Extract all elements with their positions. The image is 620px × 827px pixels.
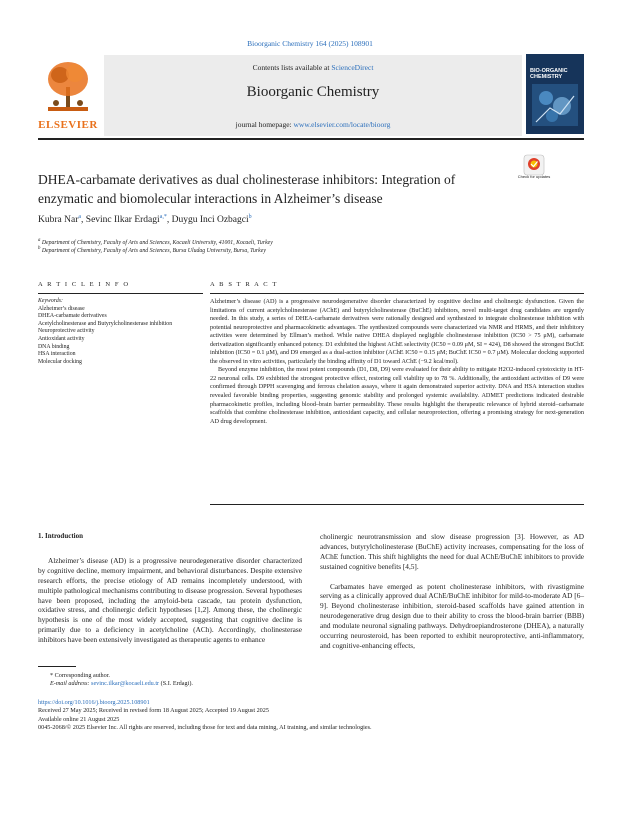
keyword-item: Alzheimer’s disease [38, 305, 85, 312]
author-separator: , [166, 215, 172, 226]
body-column-left [38, 532, 302, 645]
abstract-bottom-rule [210, 504, 584, 505]
homepage-prefix: journal homepage: [235, 120, 294, 129]
journal-cover[interactable] [526, 54, 584, 134]
available-online: Available online 21 August 2025 [38, 715, 120, 723]
check-updates-label: Check for updates [517, 174, 551, 179]
keyword-item: DNA binding [38, 343, 70, 350]
contents-prefix: Contents lists available at [252, 63, 332, 72]
abstract-body [210, 298, 584, 426]
abstract-rule [210, 293, 584, 294]
article-title: DHEA-carbamate derivatives as dual cholinesterase inhibitors: Integration of enzymatic and biomolecular interactions in Alzheimer’s disease [38, 172, 456, 206]
publisher-wordmark: ELSEVIER [38, 119, 98, 131]
sciencedirect-link[interactable]: ScienceDirect [331, 63, 374, 72]
header-rule [38, 138, 584, 140]
abstract-paragraph: Beyond enzyme inhibition, the most potent compounds (D1, D8, D9) were evaluated for their ability to mitigate H2O2-induced cytotoxicity in HT-22 neuronal cells. D9 exhibited the strongest protective effect, restoring cell viability up to 78 %. Additionally, the antioxidant activities of D9 were confirmed through DPPH scavenging and ferrous chelation assays, where it again demonstrated superior activity. DNA and HSA interaction studies revealed favorable binding properties, suggesting genomic stability and prolonged systemic availability. ADMET predictions indicated desirable pharmacokinetic profiles, including blood–brain barrier permeability. These results highlight the therapeutic relevance of hybrid steroid–carbamate scaffolds that combine cholinesterase inhibition, antioxidant capacity, and cellular neuroprotection, offering a promising strategy for next-generation AD drug development. [210, 366, 584, 425]
doi-link[interactable]: https://doi.org/10.1016/j.bioorg.2025.108901 [38, 699, 150, 706]
author-separator: , [81, 215, 86, 226]
body-paragraph: Carbamates have emerged as potent cholinesterase inhibitors, with rivastigmine serving as a clinically approved dual AChE/BuChE inhibitor for mild-to-moderate AD [6–9]. Beyond cholinesterase inhibition, steroid-based scaffolds have gained attention in neurodegenerative drug design due to their ability to cross the blood-brain barrier (BBB) and modulate neuronal signaling pathways. Dehydroepiandrosterone (DHEA), a naturally occurring neurosteroid, has been reported to exhibit neuroprotective, anti-inflammatory, and cognitive-enhancing effects, [320, 581, 584, 650]
author-list [38, 214, 252, 225]
email-label: E-mail address: [50, 680, 90, 688]
abstract-heading: A B S T R A C T [210, 281, 278, 288]
journal-title: Bioorganic Chemistry [246, 84, 380, 100]
abstract-paragraph: Alzheimer’s disease (AD) is a progressive neurodegenerative disorder characterized by cognitive decline and cholinergic dysfunction. Given the limitations of current acetylcholinesterase (AChE) and butyrylcholinesterase (BuChE) inhibitors, novel multi-target drug candidates are urgently needed. In this study, a series of DHEA-carbamate derivatives were rationally designed and synthesized to integrate cholinesterase inhibition with potential neuroprotective and pharmacokinetic advantages. The synthesized compounds were characterized via NMR and HRMS, and their inhibitory activities were determined by Ellman’s method. While native DHEA displayed negligible cholinesterase inhibition (IC50 > 75 μM), carbamate derivatization significantly enhanced potency. D1 exhibited the highest AChE selectivity (IC50 = 0.09 μM, SI = 424), D8 showed the strongest BuChE inhibition (IC50 = 0.1 μM), and D9 emerged as a dual-action inhibitor (AChE IC50 = 0.15 μM; BuChE IC50 = 0.7 μM). Molecular docking supported the observed in vitro activities, particularly the binding affinity of D1 toward AChE (−9.2 kcal/mol). [210, 298, 584, 365]
cover-art-icon [532, 84, 578, 126]
email-line [38, 680, 193, 688]
corresponding-note: * Corresponding author. [50, 672, 110, 679]
keyword-item: Neuroprotective activity [38, 328, 95, 335]
author-affil-mark[interactable]: a,* [159, 214, 167, 220]
keywords-block [38, 298, 203, 366]
publication-info [38, 699, 372, 732]
article-info-heading: A R T I C L E I N F O [38, 281, 130, 288]
affiliation-mark: a [38, 238, 41, 243]
keyword-item: DHEA-carbamate derivatives [38, 313, 107, 320]
section-heading: 1. Introduction [38, 532, 83, 540]
email-suffix: (S.I. Erdagi). [159, 680, 193, 688]
affiliation-mark: b [38, 246, 41, 251]
check-updates-icon [523, 154, 545, 176]
keyword-item: Antioxidant activity [38, 335, 85, 342]
homepage-line [104, 120, 522, 129]
author-name[interactable]: Sevinc Ilkar Erdagi [85, 215, 160, 226]
keyword-item: Acetylcholinesterase and Butyrylcholinesterase inhibition [38, 320, 173, 327]
author-name[interactable]: Kubra Nar [38, 215, 79, 226]
affiliation-text: Department of Chemistry, Faculty of Arts and Sciences, Bursa Uludag University, Bursa, Turkey [41, 247, 266, 254]
homepage-link[interactable]: www.elsevier.com/locate/bioorg [293, 120, 391, 129]
keyword-item: HSA interaction [38, 351, 76, 358]
cover-title: BIO-ORGANIC CHEMISTRY [530, 68, 568, 80]
author-affil-mark[interactable]: a [78, 214, 82, 220]
keyword-item: Molecular docking [38, 358, 82, 365]
body-paragraph: cholinergic neurotransmission and slow disease progression [3]. However, as AD advances, butyrylcholinesterase (BuChE) activity increases, compensating for the loss of AChE function. This shift highlights the need for dual AChE/BuChE inhibitors to provide sustained cognitive benefits [4,5]. [320, 532, 584, 571]
tree-icon [44, 57, 92, 115]
author-affil-mark[interactable]: b [248, 214, 252, 220]
affiliation-a [38, 238, 273, 246]
copyright-line: 0045-2068/© 2025 Elsevier Inc. All rights are reserved, including those for text and data mining, AI training, and similar technologies. [38, 723, 372, 731]
footnote [38, 672, 193, 689]
body-paragraph: Alzheimer’s disease (AD) is a progressive neurodegenerative disorder characterized by cognitive decline, memory impairment, and behavioral disturbances. Despite extensive research efforts, the precise etiology of AD remains incompletely understood, with multiple pathological mechanisms contributing to disease progression. Several hypotheses have been proposed, including the amyloid-beta cascade, tau protein dysfunction, oxidative stress, and cholinergic deficit hypotheses [1,2]. Among these, the cholinergic hypothesis is one of the most widely accepted, suggesting that cognitive decline is primarily due to a deficiency in acetylcholine (ACh). Accordingly, cholinesterase inhibitors have been extensively investigated as therapeutic agents to enhance [38, 555, 302, 645]
email-link[interactable]: sevinc.ilkar@kocaeli.edu.tr [91, 680, 160, 688]
contents-line [104, 63, 522, 72]
keywords-label: Keywords: [38, 298, 63, 304]
article-info-rule [38, 293, 203, 294]
corresponding-text: Corresponding author. [54, 672, 110, 679]
received-dates: Received 27 May 2025; Received in revised form 18 August 2025; Accepted 19 August 2025 [38, 707, 269, 715]
journal-masthead [104, 55, 522, 136]
body-column-right [320, 532, 584, 651]
journal-citation[interactable]: Bioorganic Chemistry 164 (2025) 108901 [247, 39, 373, 48]
affiliation-b [38, 246, 266, 254]
check-for-updates-badge[interactable] [517, 154, 551, 184]
author-name[interactable]: Duygu Inci Ozbagci [171, 215, 249, 226]
elsevier-logo[interactable] [38, 57, 98, 135]
footnote-rule [38, 666, 76, 667]
affiliation-text: Department of Chemistry, Faculty of Arts and Sciences, Kocaeli University, 41001, Kocaeli, Turkey [41, 239, 273, 246]
